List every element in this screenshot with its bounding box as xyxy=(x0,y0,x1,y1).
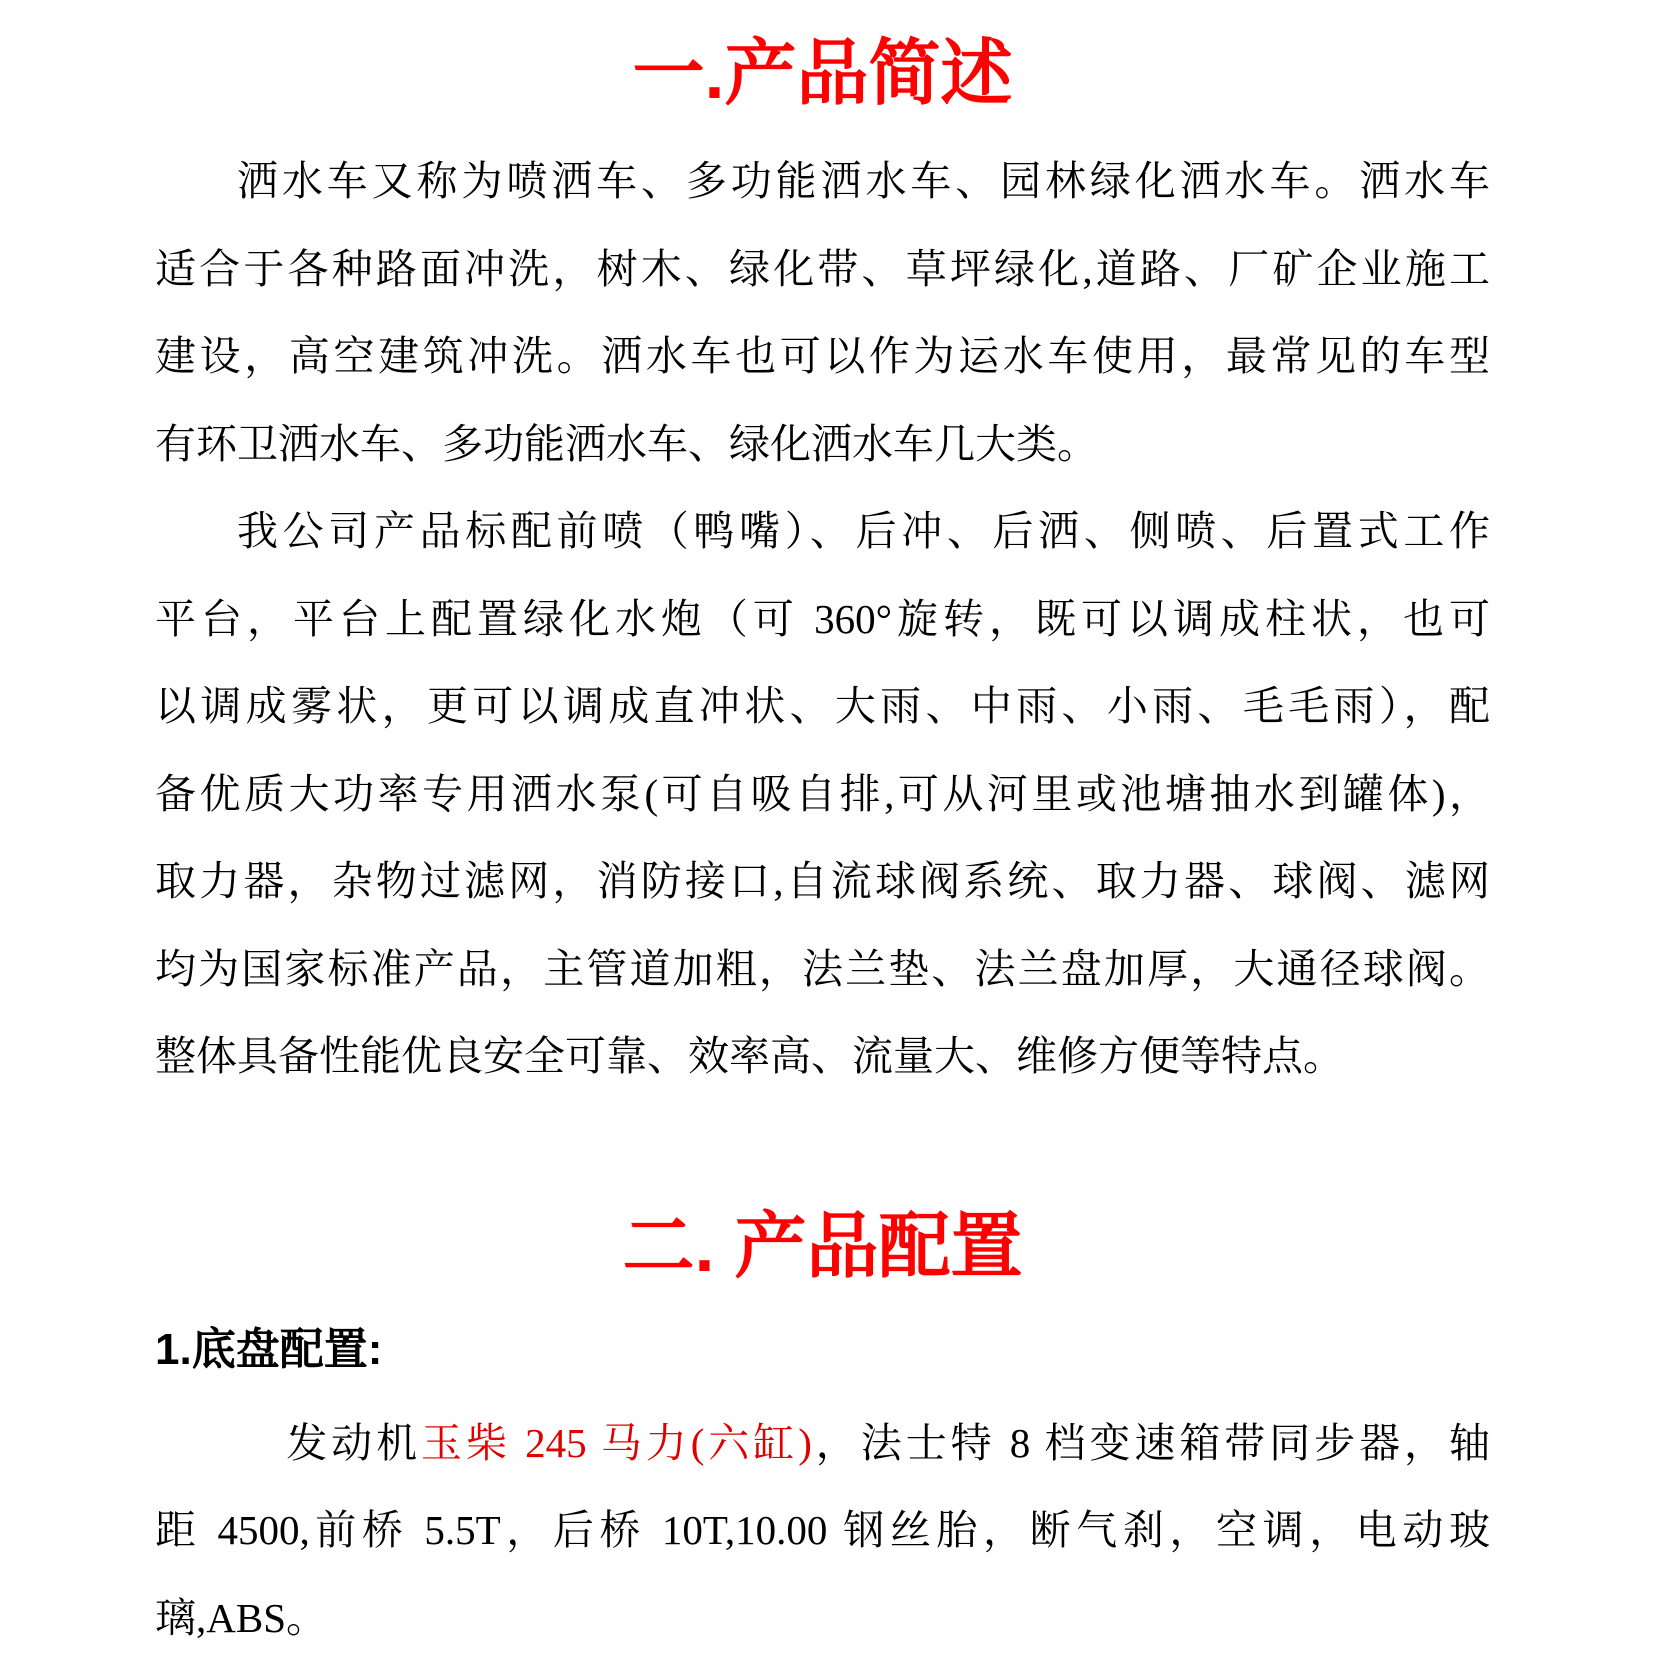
paragraph-line: 距 4500,前桥 5.5T，后桥 10T,10.00 钢丝胎，断气刹，空调，电动玻 xyxy=(155,1507,1490,1553)
paragraph-line: 均为国家标准产品，主管道加粗，法兰垫、法兰盘加厚，大通径球阀。 xyxy=(155,945,1490,992)
paragraph-line: 我公司产品标配前喷（鸭嘴）、后冲、后洒、侧喷、后置式工作 xyxy=(237,508,1490,554)
paragraph-line: 璃,ABS。 xyxy=(155,1594,328,1641)
section2-title: 二. 产品配置 xyxy=(622,1206,1023,1287)
paragraph-line: 平台，平台上配置绿化水炮（可 360°旋转，既可以调成柱状，也可 xyxy=(155,595,1490,642)
paragraph-line: 适合于各种路面冲洗，树木、绿化带、草坪绿化,道路、厂矿企业施工 xyxy=(155,245,1490,292)
paragraph-line xyxy=(155,1400,1490,1488)
document-body xyxy=(155,0,1490,1662)
paragraph-line: 建设，高空建筑冲洗。洒水车也可以作为运水车使用，最常见的车型 xyxy=(155,333,1490,379)
paragraph-product-intro xyxy=(155,138,1490,488)
engine-spec-highlight: 玉柴 245 马力(六缸) xyxy=(421,1419,812,1466)
paragraph-chassis-config xyxy=(155,1400,1490,1663)
paragraph-line: 取力器，杂物过滤网，消防接口,自流球阀系统、取力器、球阀、滤网 xyxy=(155,858,1490,904)
section1-title: 一.产品简述 xyxy=(632,34,1013,114)
paragraph-product-features xyxy=(155,488,1490,1101)
chassis-config-heading: 1.底盘配置: xyxy=(155,1324,383,1374)
engine-text-suffix: ，法士特 8 档变速箱带同步器，轴 xyxy=(811,1419,1491,1466)
paragraph-line: 备优质大功率专用洒水泵(可自吸自排,可从河里或池塘抽水到罐体)， xyxy=(155,770,1490,817)
paragraph-line: 有环卫洒水车、多功能洒水车、绿化洒水车几大类。 xyxy=(155,420,1098,467)
paragraph-line: 整体具备性能优良安全可靠、效率高、流量大、维修方便等特点。 xyxy=(155,1033,1344,1079)
engine-text-prefix: 发动机 xyxy=(286,1419,422,1466)
paragraph-line: 洒水车又称为喷洒车、多功能洒水车、园林绿化洒水车。洒水车 xyxy=(237,158,1490,204)
paragraph-line: 以调成雾状，更可以调成直冲状、大雨、中雨、小雨、毛毛雨），配 xyxy=(155,683,1490,729)
